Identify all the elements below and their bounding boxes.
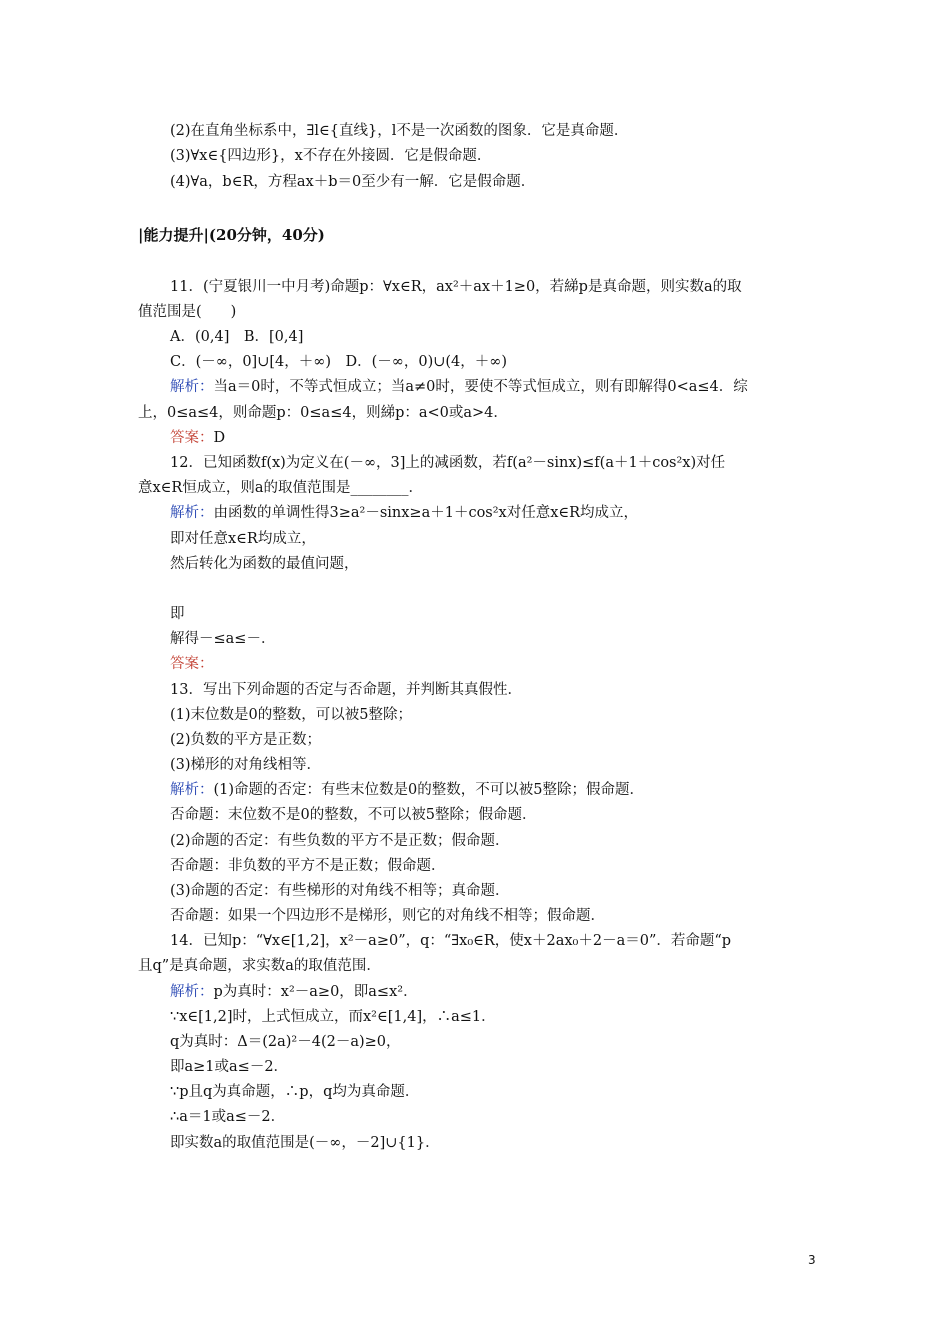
q14-analysis-4: 即a≥1或a≤－2． [170,1059,289,1075]
q14-analysis-3: q为真时：Δ＝(2a)²－4(2－a)≥0， [170,1034,401,1050]
q11-line-1: 11．(宁夏银川一中月考)命题p：∀x∈R，ax²＋ax＋1≥0，若綈p是真命题，则实数a的取 [170,279,742,295]
q13-item-2: (2)负数的平方是正数； [170,732,322,748]
q12-line-2: 意x∈R恒成立，则a的取值范围是________． [138,480,423,496]
analysis-label: 解析： [170,984,214,1000]
q12-analysis-3: 然后转化为函数的最值问题， [170,556,359,572]
answer-label: 答案： [170,430,214,446]
section-heading: |能力提升|(20分钟，40分) [138,226,325,244]
q12-analysis-2: 即对任意x∈R均成立， [170,531,316,547]
q13-analysis-2: 否命题：末位数不是0的整数，不可以被5整除；假命题． [170,807,537,823]
q14-analysis: 解析：p为真时：x²－a≥0，即a≤x²． [170,984,418,1000]
q13-analysis-3: (2)命题的否定：有些负数的平方不是正数；假命题． [170,833,510,849]
q12-analysis-4: 即 [170,606,185,622]
q12-analysis-5: 解得－≤a≤－． [170,631,276,647]
line-l3: (4)∀a，b∈R，方程ax＋b＝0至少有一解．它是假命题． [170,174,536,190]
q13-analysis: 解析：(1)命题的否定：有些末位数是0的整数，不可以被5整除；假命题． [170,782,644,798]
q14-analysis-5: ∵p且q为真命题，∴p，q均为真命题． [170,1084,420,1100]
q13-analysis-4: 否命题：非负数的平方不是正数；假命题． [170,858,446,874]
q11-line-2: 值范围是( ) [138,304,237,320]
analysis-label: 解析： [170,379,214,395]
q13-analysis-5: (3)命题的否定：有些梯形的对角线不相等；真命题． [170,883,510,899]
answer-label: 答案： [170,656,214,672]
q12-analysis: 解析：由函数的单调性得3≥a²－sinx≥a＋1＋cos²x对任意x∈R均成立， [170,505,639,521]
q11-analysis: 解析：当a＝0时，不等式恒成立；当a≠0时，要使不等式恒成立，则有即解得0<a≤4．综 [170,379,748,395]
q13-analysis-6: 否命题：如果一个四边形不是梯形，则它的对角线不相等；假命题． [170,908,605,924]
analysis-label: 解析： [170,505,214,521]
q13-item-3: (3)梯形的对角线相等． [170,757,322,773]
q11-answer: 答案：D [170,430,226,446]
line-l2: (3)∀x∈{四边形}，x不存在外接圆．它是假命题． [170,148,492,164]
q14-line-2: 且q”是真命题，求实数a的取值范围． [138,958,381,974]
analysis-label: 解析： [170,782,214,798]
line-l1: (2)在直角坐标系中，∃l∈{直线}，l不是一次函数的图象．它是真命题． [170,123,629,139]
q14-analysis-6: ∴a＝1或a≤－2． [170,1109,286,1125]
q14-analysis-7: 即实数a的取值范围是(－∞，－2]∪{1}． [170,1135,440,1151]
q14-analysis-2: ∵x∈[1,2]时，上式恒成立，而x²∈[1,4]，∴a≤1． [170,1009,496,1025]
q13-item-1: (1)末位数是0的整数，可以被5整除； [170,707,412,723]
q12-answer [170,654,214,674]
page-number: 3 [808,1253,816,1267]
q14-line-1: 14．已知p：“∀x∈[1,2]，x²－a≥0”，q：“∃x₀∈R，使x＋2ax₀＋2－a＝0”．若命题“p [170,933,732,949]
q12-line-1: 12．已知函数f(x)为定义在(－∞，3]上的减函数，若f(a²－sinx)≤f(a＋1＋cos²x)对任 [170,455,726,471]
q13-line-1: 13．写出下列命题的否定与否命题，并判断其真假性． [170,682,522,698]
q11-option-cd: C．(－∞，0]∪[4，＋∞) D．(－∞，0)∪(4，＋∞) [170,354,507,370]
q11-analysis-cont: 上，0≤a≤4，则命题p：0≤a≤4，则綈p：a<0或a>4． [138,405,508,421]
q11-option-ab: A．(0,4] B．[0,4] [170,329,304,345]
